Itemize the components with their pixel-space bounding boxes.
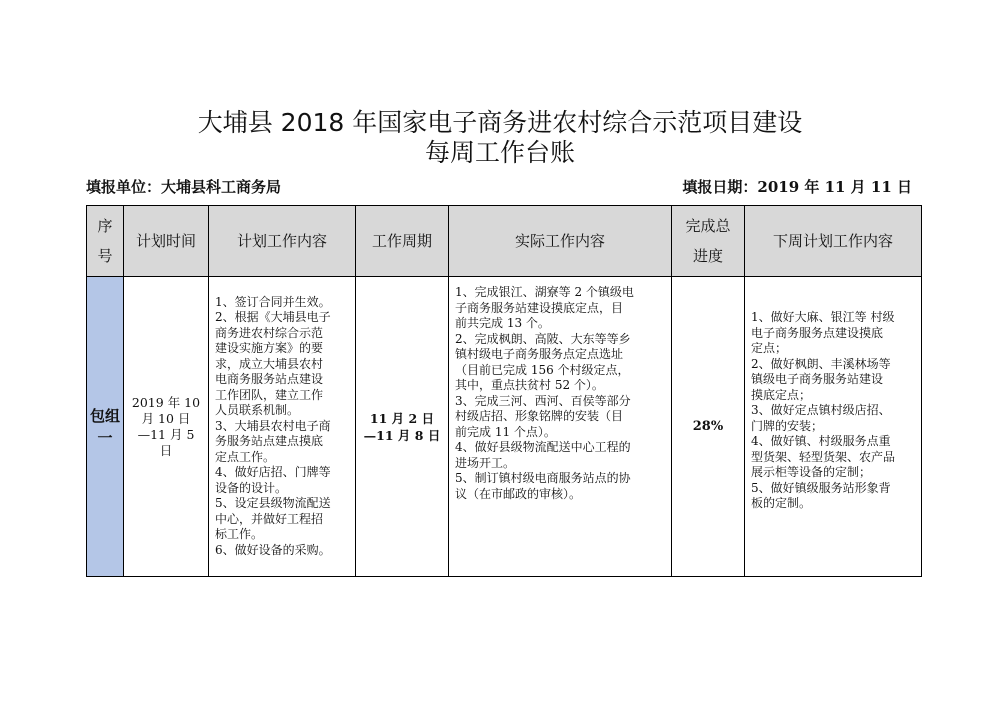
header-next-week: 下周计划工作内容 (745, 206, 922, 277)
actual-content-line: 议（在市邮政的审核）。 (455, 486, 582, 501)
next-week-line: 4、做好镇、村级服务点重 (751, 434, 891, 448)
header-seq-line1: 序 (97, 217, 113, 235)
plan-content-line: 商务进农村综合示范 (215, 325, 324, 340)
table-row (87, 277, 922, 577)
next-week-line: 板的定制。 (751, 496, 812, 510)
row-next-week (745, 277, 922, 577)
plan-content-line: 6、做好设备的采购。 (215, 542, 331, 557)
document-title: 大埔县 2018 年国家电子商务进农村综合示范项目建设 (197, 108, 803, 137)
reporting-date: 填报日期：2019 年 11 月 11 日 (682, 178, 912, 196)
row-plan-time (124, 277, 209, 577)
actual-content-line: 前共完成 13 个。 (455, 316, 550, 330)
header-row (87, 206, 922, 277)
plan-time-line2: 月 10 日 (141, 410, 191, 426)
header-actual-content: 实际工作内容 (449, 206, 672, 277)
plan-content-line: 5、设定县级物流配送 (215, 496, 331, 511)
weekly-work-ledger-table (86, 205, 922, 577)
row-progress: 28% (672, 277, 745, 577)
header-progress (672, 206, 745, 277)
next-week-line: 型货架、轻型货架、农产品 (751, 449, 896, 464)
header-seq (87, 206, 124, 277)
plan-content-line: 建设实施方案》的要 (215, 341, 324, 356)
plan-content-line: 2、根据《大埔县电子 (215, 310, 331, 325)
actual-content-line: 2、完成枫朗、高陂、大东等等乡 (455, 331, 631, 346)
plan-content-line: 3、大埔县农村电子商 (215, 418, 331, 433)
header-progress-line2: 进度 (692, 247, 723, 265)
row-plan-content (209, 277, 356, 577)
reporting-unit: 填报单位：大埔县科工商务局 (86, 178, 282, 196)
header-plan-time: 计划时间 (124, 206, 209, 277)
actual-content-line: 进场开工。 (455, 455, 516, 470)
plan-content-line: 中心，并做好工程招 (215, 511, 324, 526)
document-subtitle: 每周工作台账 (424, 138, 575, 167)
row-work-period (356, 277, 449, 577)
next-week-line: 定点； (751, 341, 788, 355)
row-actual-content (449, 277, 672, 577)
next-week-line: 电子商务服务点建设摸底 (751, 325, 884, 340)
actual-content-line: 其中，重点扶贫村 52 个）。 (455, 378, 604, 392)
actual-content-line: 前完成 11 个点）。 (455, 424, 556, 439)
actual-content-line: 4、做好县级物流配送中心工程的 (455, 440, 631, 454)
next-week-line: 展示柜等设备的定制； (751, 465, 872, 479)
next-week-line: 镇级电子商务服务站建设 (751, 372, 884, 386)
actual-content-line: 镇村级电子商务服务点定点选址 (455, 347, 624, 361)
work-period-line2: —11 月 8 日 (363, 427, 441, 443)
plan-content-line: 4、做好店招、门牌等 (215, 465, 331, 480)
next-week-line: 3、做好定点镇村级店招、 (751, 403, 891, 417)
actual-content-line: 5、制订镇村级电商服务站点的协 (455, 471, 631, 485)
row-seq (87, 277, 124, 577)
next-week-line: 1、做好大麻、银江等 村级 (751, 310, 895, 324)
plan-content-line: 人员联系机制。 (215, 403, 300, 418)
row-seq-line1: 包组 (89, 406, 120, 425)
header-seq-line2: 号 (97, 247, 113, 265)
plan-content-line: 电商务服务站点建设 (215, 372, 324, 387)
header-progress-line1: 完成总 (685, 217, 731, 235)
plan-content-line: 求，成立大埔县农村 (215, 356, 324, 371)
next-week-line: 门牌的安装； (751, 418, 824, 433)
plan-content-line: 标工作。 (215, 527, 264, 542)
actual-content-line: 1、完成银江、湖寮等 2 个镇级电 (455, 285, 634, 299)
work-period-line1: 11 月 2 日 (369, 410, 435, 426)
actual-content-line: 子商务服务站建设摸底定点，目 (455, 300, 624, 315)
plan-time-line3: —11 月 5 (137, 426, 195, 442)
plan-content-line: 定点工作。 (215, 449, 276, 464)
plan-content-line: 设备的设计。 (215, 480, 288, 495)
plan-content-line: 务服务站点建点摸底 (215, 434, 324, 449)
next-week-line: 5、做好镇级服务站形象背 (751, 480, 891, 495)
actual-content-line: 3、完成三河、西河、百侯等部分 (455, 393, 631, 408)
plan-content-line: 工作团队，建立工作 (215, 387, 324, 402)
plan-content-line: 1、签订合同并生效。 (215, 294, 331, 309)
row-seq-line2: 一 (97, 428, 113, 447)
header-work-period: 工作周期 (356, 206, 449, 277)
plan-time-line1: 2019 年 10 (131, 394, 201, 410)
actual-content-line: （目前已完成 156 个村级定点， (455, 362, 630, 377)
actual-content-line: 村级店招、形象铭牌的安装（目 (455, 409, 624, 423)
plan-time-line4: 日 (159, 442, 173, 458)
header-plan-content: 计划工作内容 (209, 206, 356, 277)
next-week-line: 2、做好枫朗、丰溪林场等 (751, 356, 891, 371)
next-week-line: 摸底定点； (751, 387, 812, 402)
